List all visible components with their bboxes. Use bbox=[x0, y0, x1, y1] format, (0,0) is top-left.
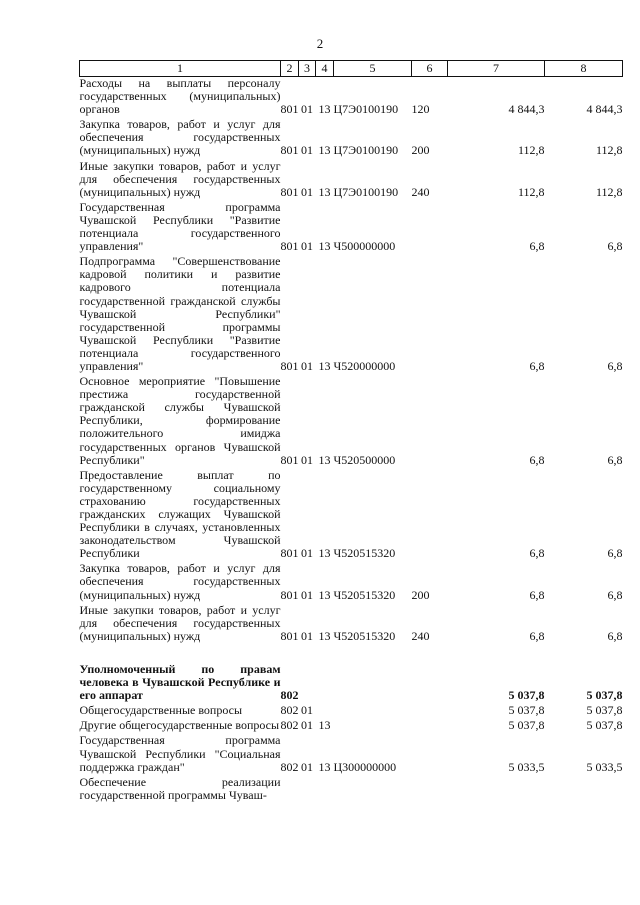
table-row bbox=[80, 469, 623, 563]
row-target-article: Ч520515320 bbox=[333, 546, 396, 561]
spacer-cell bbox=[80, 645, 623, 663]
row-grbs: 801 bbox=[280, 628, 299, 643]
row-amount-year2: 6,8 bbox=[607, 452, 623, 467]
header-cell: 4 bbox=[316, 61, 334, 77]
row-name: Расходы на выплаты персоналу государственных (муниципальных) органов bbox=[79, 76, 281, 117]
table-row bbox=[80, 77, 623, 119]
row-amount-year1: 5 037,8 bbox=[508, 703, 545, 718]
row-subsection: 13 bbox=[318, 546, 331, 561]
row-subsection: 13 bbox=[318, 718, 331, 733]
row-target-article: Ц7Э0100190 bbox=[333, 143, 399, 158]
row-amount-year2: 4 844,3 bbox=[586, 102, 623, 117]
row-section: 01 bbox=[301, 358, 313, 373]
row-target-article: Ч520515320 bbox=[333, 587, 396, 602]
row-name: Иные закупки товаров, работ и услуг для обеспечения государственных (муниципальных) нужд bbox=[79, 602, 281, 643]
row-section: 01 bbox=[301, 102, 313, 117]
row-section: 01 bbox=[301, 718, 313, 733]
header-cell: 1 bbox=[80, 61, 281, 77]
row-expense-type bbox=[412, 255, 448, 375]
row-grbs: 802 bbox=[280, 759, 299, 774]
row-grbs: 801 bbox=[280, 239, 299, 254]
row-grbs: 801 bbox=[280, 452, 299, 467]
row-amount-year1: 6,8 bbox=[529, 358, 545, 373]
row-amount-year1: 112,8 bbox=[517, 184, 545, 199]
row-amount-year2: 6,8 bbox=[607, 587, 623, 602]
table-row bbox=[80, 734, 623, 775]
row-amount-year1: 112,8 bbox=[517, 143, 545, 158]
row-amount-year2: 6,8 bbox=[607, 239, 623, 254]
table-body bbox=[80, 77, 623, 804]
row-section: 01 bbox=[301, 239, 313, 254]
row-amount-year1: 6,8 bbox=[529, 587, 545, 602]
table-row bbox=[80, 118, 623, 159]
row-grbs: 802 bbox=[280, 718, 299, 733]
row-name: Общегосударственные вопросы bbox=[79, 703, 243, 718]
row-grbs: 802 bbox=[280, 688, 299, 703]
row-subsection: 13 bbox=[318, 102, 331, 117]
table-row bbox=[80, 375, 623, 469]
table-row bbox=[80, 776, 623, 804]
row-amount-year2: 5 033,5 bbox=[586, 759, 623, 774]
row-name: Предоставление выплат по государственному социальному страхованию государственных гражданских служащих Чувашской Республики в случаях, установленных законодательством Чувашской Республики bbox=[79, 467, 281, 561]
row-target-article: Ц7Э0100190 bbox=[333, 102, 399, 117]
row-amount-year1 bbox=[448, 776, 545, 804]
row-amount-year1: 6,8 bbox=[529, 452, 545, 467]
row-amount-year2: 5 037,8 bbox=[586, 703, 623, 718]
row-name: Обеспечение реализации государственной программы Чуваш- bbox=[79, 774, 281, 802]
row-section: 01 bbox=[301, 703, 313, 718]
row-expense-type: 240 bbox=[411, 628, 430, 643]
row-section: 01 bbox=[301, 759, 313, 774]
row-expense-type bbox=[412, 776, 448, 804]
table-row bbox=[80, 663, 623, 704]
row-target-article: Ч520000000 bbox=[333, 358, 396, 373]
row-section: 01 bbox=[301, 628, 313, 643]
row-grbs: 801 bbox=[280, 546, 299, 561]
row-subsection bbox=[316, 704, 334, 719]
row-subsection bbox=[316, 663, 334, 704]
row-amount-year1: 6,8 bbox=[529, 239, 545, 254]
header-cell: 3 bbox=[299, 61, 316, 77]
table-row bbox=[80, 719, 623, 734]
row-amount-year2: 5 037,8 bbox=[586, 718, 623, 733]
row-amount-year1: 6,8 bbox=[529, 546, 545, 561]
row-target-article: Ч520500000 bbox=[333, 452, 396, 467]
row-subsection: 13 bbox=[318, 239, 331, 254]
table-row bbox=[80, 201, 623, 255]
row-section: 01 bbox=[301, 452, 313, 467]
row-section: 01 bbox=[301, 184, 313, 199]
row-section bbox=[299, 776, 316, 804]
row-amount-year2: 5 037,8 bbox=[586, 688, 623, 703]
row-target-article: Ц300000000 bbox=[333, 759, 397, 774]
row-name: Уполномоченный по правам человека в Чувашской Республике и его аппарат bbox=[79, 661, 281, 703]
row-expense-type bbox=[412, 469, 448, 563]
row-name: Иные закупки товаров, работ и услуг для обеспечения государственных (муниципальных) нужд bbox=[79, 158, 281, 199]
row-amount-year1: 5 037,8 bbox=[508, 688, 545, 703]
row-subsection: 13 bbox=[318, 143, 331, 158]
row-subsection: 13 bbox=[318, 452, 331, 467]
row-name: Другие общегосударственные вопросы bbox=[79, 718, 280, 733]
table-row bbox=[80, 160, 623, 201]
row-expense-type: 200 bbox=[411, 143, 430, 158]
row-amount-year1: 5 037,8 bbox=[508, 718, 545, 733]
row-expense-type: 120 bbox=[411, 102, 430, 117]
row-name: Государственная программа Чувашской Республики "Развитие потенциала государственного управления" bbox=[79, 199, 281, 254]
row-name: Основное мероприятие "Повышение престижа государственной гражданской службы Чувашской Республики, формирование положительного имиджа государственных органов Чувашской Республики" bbox=[79, 374, 281, 467]
row-grbs: 801 bbox=[280, 102, 299, 117]
row-expense-type: 200 bbox=[411, 587, 430, 602]
table-row bbox=[80, 562, 623, 603]
row-name: Закупка товаров, работ и услуг для обеспечения государственных (муниципальных) нужд bbox=[79, 117, 281, 158]
row-grbs: 801 bbox=[280, 358, 299, 373]
row-subsection: 13 bbox=[318, 358, 331, 373]
row-target-article bbox=[334, 776, 412, 804]
row-expense-type bbox=[412, 201, 448, 255]
row-target-article: Ч520515320 bbox=[333, 628, 396, 643]
row-section bbox=[299, 663, 316, 704]
row-target-article: Ч500000000 bbox=[333, 239, 396, 254]
row-name: Государственная программа Чувашской Республики "Социальная поддержка граждан" bbox=[79, 733, 281, 774]
row-expense-type bbox=[412, 375, 448, 469]
row-amount-year2: 112,8 bbox=[595, 184, 623, 199]
row-name: Закупка товаров, работ и услуг для обеспечения государственных (муниципальных) нужд bbox=[79, 561, 281, 602]
row-expense-type bbox=[412, 734, 448, 775]
row-section: 01 bbox=[301, 587, 313, 602]
page-number: 2 bbox=[316, 36, 324, 51]
row-subsection: 13 bbox=[318, 184, 331, 199]
row-section: 01 bbox=[301, 546, 313, 561]
row-target-article: Ц7Э0100190 bbox=[333, 184, 399, 199]
header-cell: 7 bbox=[448, 61, 545, 77]
row-target-article bbox=[334, 719, 412, 734]
row-grbs: 801 bbox=[280, 143, 299, 158]
row-grbs: 802 bbox=[280, 703, 299, 718]
row-amount-year1: 4 844,3 bbox=[508, 102, 545, 117]
row-expense-type: 240 bbox=[411, 184, 430, 199]
row-grbs: 801 bbox=[280, 184, 299, 199]
table-row bbox=[80, 604, 623, 645]
row-amount-year2: 6,8 bbox=[607, 358, 623, 373]
row-name: Подпрограмма "Совершенствование кадровой политики и развитие кадрового потенциала государственной гражданской службы Чувашской Республики" государственной программы Чувашской Республики "Развитие потенциала государственного управления" bbox=[79, 254, 281, 373]
table-row bbox=[80, 255, 623, 375]
budget-table bbox=[79, 60, 623, 804]
row-expense-type bbox=[412, 719, 448, 734]
row-amount-year1: 6,8 bbox=[529, 628, 545, 643]
row-section: 01 bbox=[301, 143, 313, 158]
row-grbs: 801 bbox=[280, 587, 299, 602]
row-amount-year2: 6,8 bbox=[607, 546, 623, 561]
row-amount-year2: 112,8 bbox=[595, 143, 623, 158]
table-row bbox=[80, 704, 623, 719]
row-amount-year1: 5 033,5 bbox=[508, 759, 545, 774]
row-grbs bbox=[281, 776, 299, 804]
header-cell: 2 bbox=[281, 61, 299, 77]
table-row bbox=[80, 645, 623, 663]
row-target-article bbox=[334, 663, 412, 704]
header-row bbox=[80, 61, 623, 77]
header-cell: 6 bbox=[412, 61, 448, 77]
row-target-article bbox=[334, 704, 412, 719]
row-expense-type bbox=[412, 663, 448, 704]
header-cell: 8 bbox=[545, 61, 623, 77]
row-amount-year2 bbox=[545, 776, 623, 804]
row-subsection: 13 bbox=[318, 628, 331, 643]
row-subsection: 13 bbox=[318, 759, 331, 774]
row-subsection: 13 bbox=[318, 587, 331, 602]
header-cell: 5 bbox=[334, 61, 412, 77]
row-expense-type bbox=[412, 704, 448, 719]
row-subsection bbox=[316, 776, 334, 804]
row-amount-year2: 6,8 bbox=[607, 628, 623, 643]
